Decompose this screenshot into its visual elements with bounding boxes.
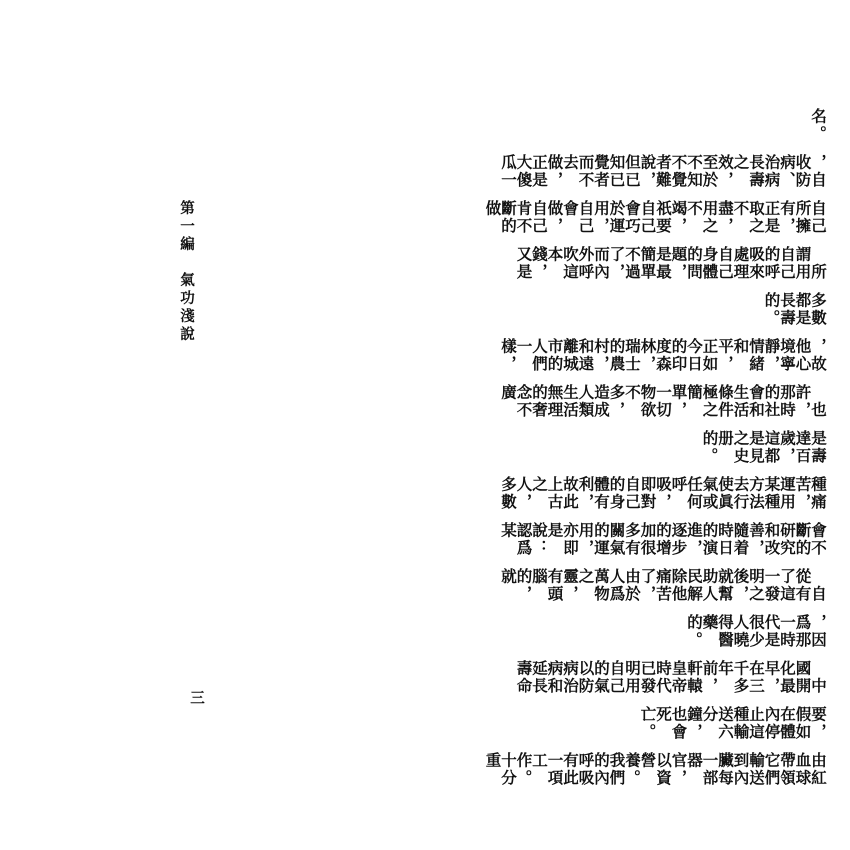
text-column: 中國開化最早，在三千多年前，軒轅皇帝時代已發明用自己的氣以防病治病和延長壽命 — [514, 660, 828, 696]
running-head: 第一編 氣功淺說 — [178, 200, 195, 344]
text-column: 會不斷的研究和改善，隨着時日的演進，逐步的增加很多有關氣的運用，亦即是說：認爲某 — [499, 522, 828, 558]
text-column: ，自收防病、治病長壽之效，至於不知不覺者難說，但已知已覺者而不去做，正是大傻瓜一 — [499, 154, 828, 190]
text-column: 自己所擁有，正是取之不盡，用之不竭，祇要自己會巧於運用，自己會做，自己肯不斷的做 — [483, 200, 828, 236]
text-column: 由紅血球帶領它們輸送到內臟每一部器官，以資營養。我們的內呼吸有此一項工作。十分重 — [483, 752, 828, 788]
text-column: 名。 — [809, 108, 828, 144]
text-column: ，故他心境寧靜，情緒和平，正如今日的印度森林，瑞士的農村，和遠離城市的人們一樣， — [499, 338, 828, 374]
page-number: 三 — [188, 690, 205, 705]
text-column: 多數都是長壽的。 — [762, 292, 828, 328]
text-column: 自從有了這一發明之後，就幫助人民解除他痛苦了，由於人爲萬物之靈，有頭腦的，就 — [499, 568, 828, 604]
text-column: 是壽達百歲，這都是見之史册的。 — [700, 430, 828, 466]
text-column: 要，假如在體內停止這種輸送六分鐘，也會死亡。 — [638, 706, 828, 742]
vertical-text-body — [474, 108, 826, 798]
text-column: 所謂用自己的呼吸來處理自己身體的問題，是最簡單不過了，而內外呼吹這本錢，又是 — [514, 246, 828, 282]
text-column: 種痛苦，運用某種方法去行使眞氣或任何呼吸，即對自己的身體有利，故此上古之人，多數 — [499, 476, 828, 512]
text-column: 也許，那時的社會和生活條件極之簡單，一切物欲不多，造成人類生活無理的奢念不廣 — [499, 384, 828, 420]
text-column: ，因爲那一時代是很少人曉得醫藥的。 — [685, 614, 828, 650]
